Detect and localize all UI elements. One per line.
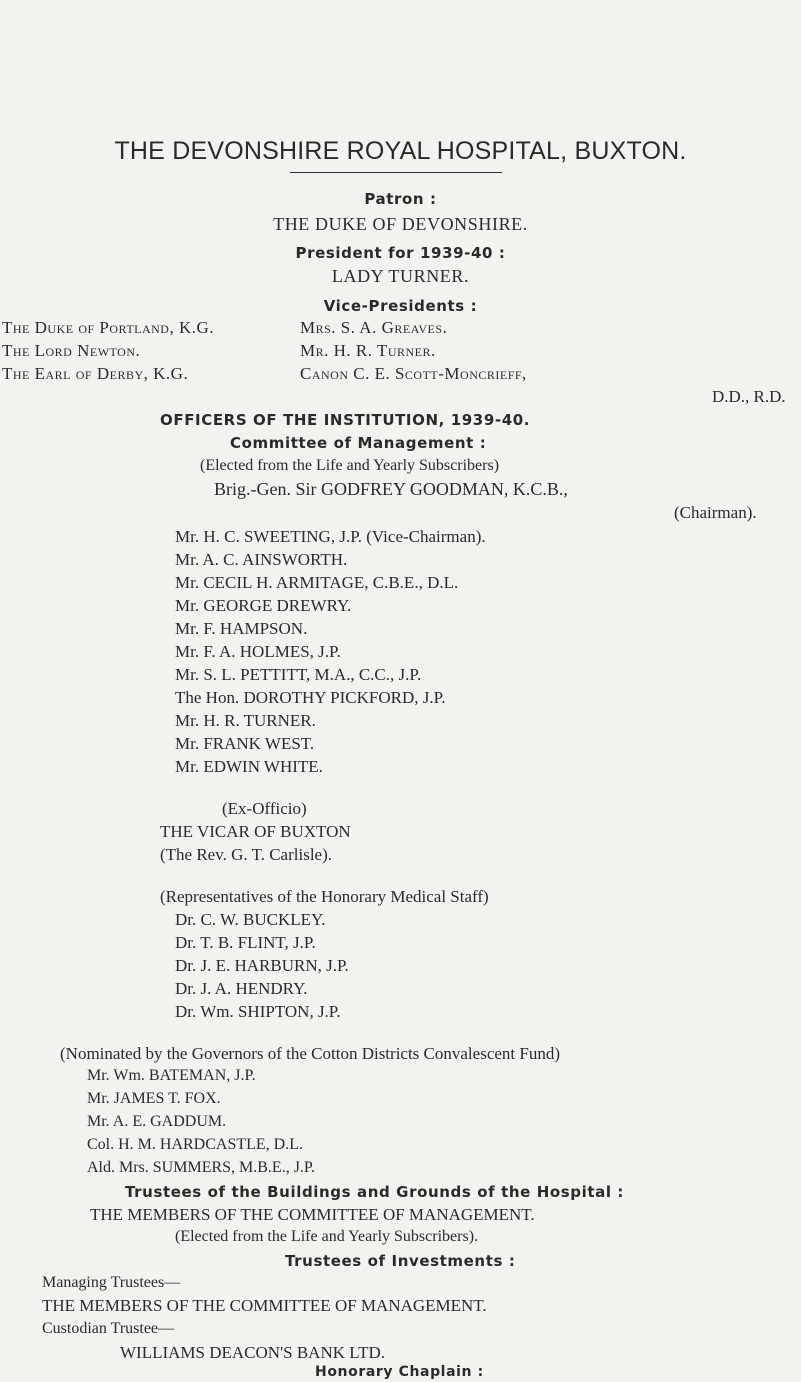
president-name: LADY TURNER. xyxy=(331,266,470,286)
trustees-buildings-heading: Trustees of the Buildings and Grounds of the Hospital : xyxy=(125,1183,625,1201)
vice-president-left: The Lord Newton. xyxy=(2,341,141,360)
vice-president-right: Canon C. E. Scott-Moncrieff, xyxy=(300,364,527,383)
vice-president-right: Mrs. S. A. Greaves. xyxy=(300,318,448,337)
vice-president-right: Mr. H. R. Turner. xyxy=(300,341,436,360)
committee-member: Mr. F. A. HOLMES, J.P. xyxy=(175,642,341,661)
vice-president-left: The Earl of Derby, K.G. xyxy=(2,364,189,383)
trustees-buildings-note: (Elected from the Life and Yearly Subscribers). xyxy=(175,1228,479,1245)
medical-member: Dr. C. W. BUCKLEY. xyxy=(175,910,326,929)
committee-member: Mr. EDWIN WHITE. xyxy=(175,757,323,776)
elected-note: (Elected from the Life and Yearly Subscribers) xyxy=(200,457,500,474)
custodian-label: Custodian Trustee— xyxy=(42,1320,175,1337)
committee-member: Mr. H. C. SWEETING, J.P. (Vice-Chairman). xyxy=(175,527,486,546)
custodian-trustee: WILLIAMS DEACON'S BANK LTD. xyxy=(120,1343,385,1362)
cotton-member: Mr. Wm. BATEMAN, J.P. xyxy=(87,1067,256,1084)
medical-member: Dr. T. B. FLINT, J.P. xyxy=(175,933,316,952)
committee-member: Mr. H. R. TURNER. xyxy=(175,711,316,730)
cotton-member: Mr. JAMES T. FOX. xyxy=(87,1090,221,1107)
committee-member: Mr. A. C. AINSWORTH. xyxy=(175,550,348,569)
vice-president-right: D.D., R.D. xyxy=(712,387,786,406)
vice-presidents-heading: Vice-Presidents : xyxy=(323,297,478,315)
officers-heading: OFFICERS OF THE INSTITUTION, 1939-40. xyxy=(160,411,531,429)
committee-member: Mr. GEORGE DREWRY. xyxy=(175,596,352,615)
ex-officio-detail: (The Rev. G. T. Carlisle). xyxy=(160,845,333,864)
trustees-buildings-line: THE MEMBERS OF THE COMMITTEE OF MANAGEMENT. xyxy=(90,1205,535,1224)
ex-officio-note: (Ex-Officio) xyxy=(222,799,307,818)
managing-trustees: THE MEMBERS OF THE COMMITTEE OF MANAGEMENT. xyxy=(42,1296,487,1315)
chairman-line: Brig.-Gen. Sir GODFREY GOODMAN, K.C.B., xyxy=(214,479,568,499)
committee-heading: Committee of Management : xyxy=(230,434,487,452)
medical-note: (Representatives of the Honorary Medical Staff) xyxy=(160,887,489,906)
committee-member: Mr. FRANK WEST. xyxy=(175,734,315,753)
cotton-member: Col. H. M. HARDCASTLE, D.L. xyxy=(87,1136,304,1153)
committee-member: The Hon. DOROTHY PICKFORD, J.P. xyxy=(175,688,446,707)
medical-member: Dr. J. A. HENDRY. xyxy=(175,979,308,998)
trustees-investments-heading: Trustees of Investments : xyxy=(285,1252,516,1270)
committee-member: Mr. CECIL H. ARMITAGE, C.B.E., D.L. xyxy=(175,573,459,592)
medical-member: Dr. Wm. SHIPTON, J.P. xyxy=(175,1002,341,1021)
vice-president-left: The Duke of Portland, K.G. xyxy=(2,318,215,337)
cotton-note: (Nominated by the Governors of the Cotton Districts Convalescent Fund) xyxy=(60,1044,560,1063)
committee-member: Mr. S. L. PETTITT, M.A., C.C., J.P. xyxy=(175,665,422,684)
medical-member: Dr. J. E. HARBURN, J.P. xyxy=(175,956,349,975)
cotton-member: Mr. A. E. GADDUM. xyxy=(87,1113,227,1130)
president-heading: President for 1939-40 : xyxy=(295,244,506,262)
chairman-role: (Chairman). xyxy=(674,503,757,522)
ex-officio-name: THE VICAR OF BUXTON xyxy=(160,822,351,841)
chaplain-heading: Honorary Chaplain : xyxy=(315,1364,484,1380)
patron-heading: Patron : xyxy=(364,190,437,208)
managing-label: Managing Trustees— xyxy=(42,1274,181,1291)
page-title: THE DEVONSHIRE ROYAL HOSPITAL, BUXTON. xyxy=(114,137,687,165)
title-divider xyxy=(290,172,502,173)
committee-member: Mr. F. HAMPSON. xyxy=(175,619,308,638)
patron-name: THE DUKE OF DEVONSHIRE. xyxy=(273,214,528,234)
cotton-member: Ald. Mrs. SUMMERS, M.B.E., J.P. xyxy=(87,1159,316,1176)
